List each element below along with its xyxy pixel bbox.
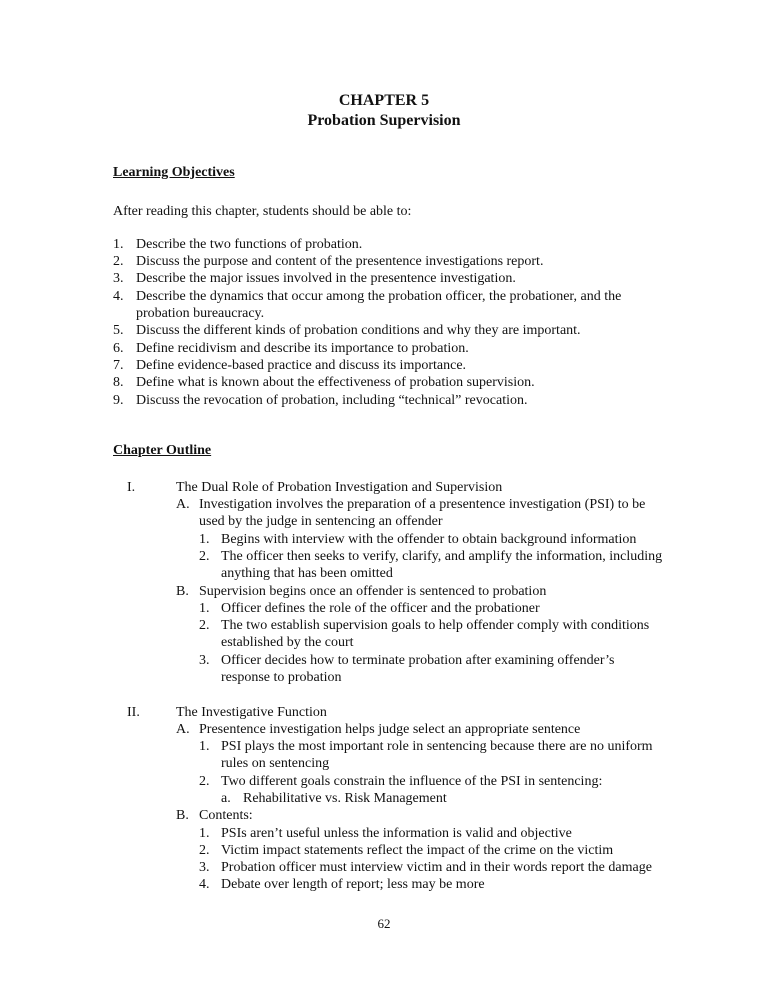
chapter-title: Probation Supervision	[307, 112, 461, 129]
objective-text: Discuss the different kinds of probation conditions and why they are important.	[136, 323, 581, 338]
objective-number: 3.	[113, 271, 124, 286]
chapter-outline-heading: Chapter Outline	[113, 443, 212, 458]
objective-text-continued: probation bureaucracy.	[136, 306, 265, 321]
subsection-text: Presentence investigation helps judge select an appropriate sentence	[199, 722, 581, 737]
objective-number: 1.	[113, 237, 124, 252]
subsection-letter: A.	[176, 497, 190, 512]
item-number: 2.	[199, 618, 210, 633]
objective-number: 4.	[113, 289, 124, 304]
item-number: 1.	[199, 532, 210, 547]
section-title: The Investigative Function	[176, 705, 327, 720]
subsection-text: Contents:	[199, 808, 253, 823]
learning-objectives-heading: Learning Objectives	[113, 165, 235, 180]
item-text: Officer decides how to terminate probation after examining offender’s	[221, 653, 615, 668]
section-numeral: I.	[127, 480, 136, 495]
page-number: 62	[377, 916, 391, 931]
item-number: 4.	[199, 877, 210, 892]
item-number: 3.	[199, 860, 210, 875]
objective-text: Describe the major issues involved in the presentence investigation.	[136, 271, 516, 286]
item-text: Begins with interview with the offender to obtain background information	[221, 532, 637, 547]
item-text-continued: response to probation	[221, 670, 342, 685]
objective-number: 6.	[113, 341, 124, 356]
subsection-letter: B.	[176, 584, 189, 599]
item-text: The two establish supervision goals to help offender comply with conditions	[221, 618, 650, 633]
item-text: Two different goals constrain the influence of the PSI in sentencing:	[221, 774, 603, 789]
item-text: The officer then seeks to verify, clarify, and amplify the information, including	[221, 549, 663, 564]
subsection-text: Investigation involves the preparation of a presentence investigation (PSI) to be	[199, 497, 646, 512]
section-numeral: II.	[127, 705, 140, 720]
item-number: 1.	[199, 739, 210, 754]
item-text: PSIs aren’t useful unless the information is valid and objective	[221, 826, 572, 841]
item-text-continued: established by the court	[221, 635, 354, 650]
objective-text: Define recidivism and describe its importance to probation.	[136, 341, 469, 356]
item-text: Debate over length of report; less may be more	[221, 877, 485, 892]
objective-text: Describe the dynamics that occur among the probation officer, the probationer, and the	[136, 289, 622, 304]
item-number: 2.	[199, 549, 210, 564]
item-number: 3.	[199, 653, 210, 668]
item-number: 1.	[199, 826, 210, 841]
objective-text: Discuss the purpose and content of the presentence investigations report.	[136, 254, 544, 269]
item-number: 1.	[199, 601, 210, 616]
item-number: 2.	[199, 774, 210, 789]
subsection-letter: B.	[176, 808, 189, 823]
objective-text: Define what is known about the effectiveness of probation supervision.	[136, 375, 535, 390]
objective-text: Define evidence-based practice and discuss its importance.	[136, 358, 467, 373]
chapter-number: CHAPTER 5	[338, 92, 430, 109]
item-number: 2.	[199, 843, 210, 858]
item-text-continued: anything that has been omitted	[221, 566, 393, 581]
subsection-text: Supervision begins once an offender is sentenced to probation	[199, 584, 547, 599]
objective-number: 7.	[113, 358, 124, 373]
subitem-letter: a.	[221, 791, 231, 806]
objective-text: Discuss the revocation of probation, including “technical” revocation.	[136, 393, 528, 408]
subsection-letter: A.	[176, 722, 190, 737]
subsection-text-continued: used by the judge in sentencing an offender	[199, 514, 443, 529]
subitem-text: Rehabilitative vs. Risk Management	[243, 791, 447, 806]
section-title: The Dual Role of Probation Investigation and Supervision	[176, 480, 503, 495]
item-text: PSI plays the most important role in sentencing because there are no uniform	[221, 739, 653, 754]
item-text: Victim impact statements reflect the impact of the crime on the victim	[221, 843, 614, 858]
objectives-intro: After reading this chapter, students should be able to:	[113, 204, 412, 219]
item-text-continued: rules on sentencing	[221, 756, 330, 771]
objective-number: 8.	[113, 375, 124, 390]
item-text: Probation officer must interview victim and in their words report the damage	[221, 860, 652, 875]
objective-number: 5.	[113, 323, 124, 338]
objective-number: 2.	[113, 254, 124, 269]
objective-text: Describe the two functions of probation.	[136, 237, 363, 252]
objective-number: 9.	[113, 393, 124, 408]
item-text: Officer defines the role of the officer and the probationer	[221, 601, 540, 616]
